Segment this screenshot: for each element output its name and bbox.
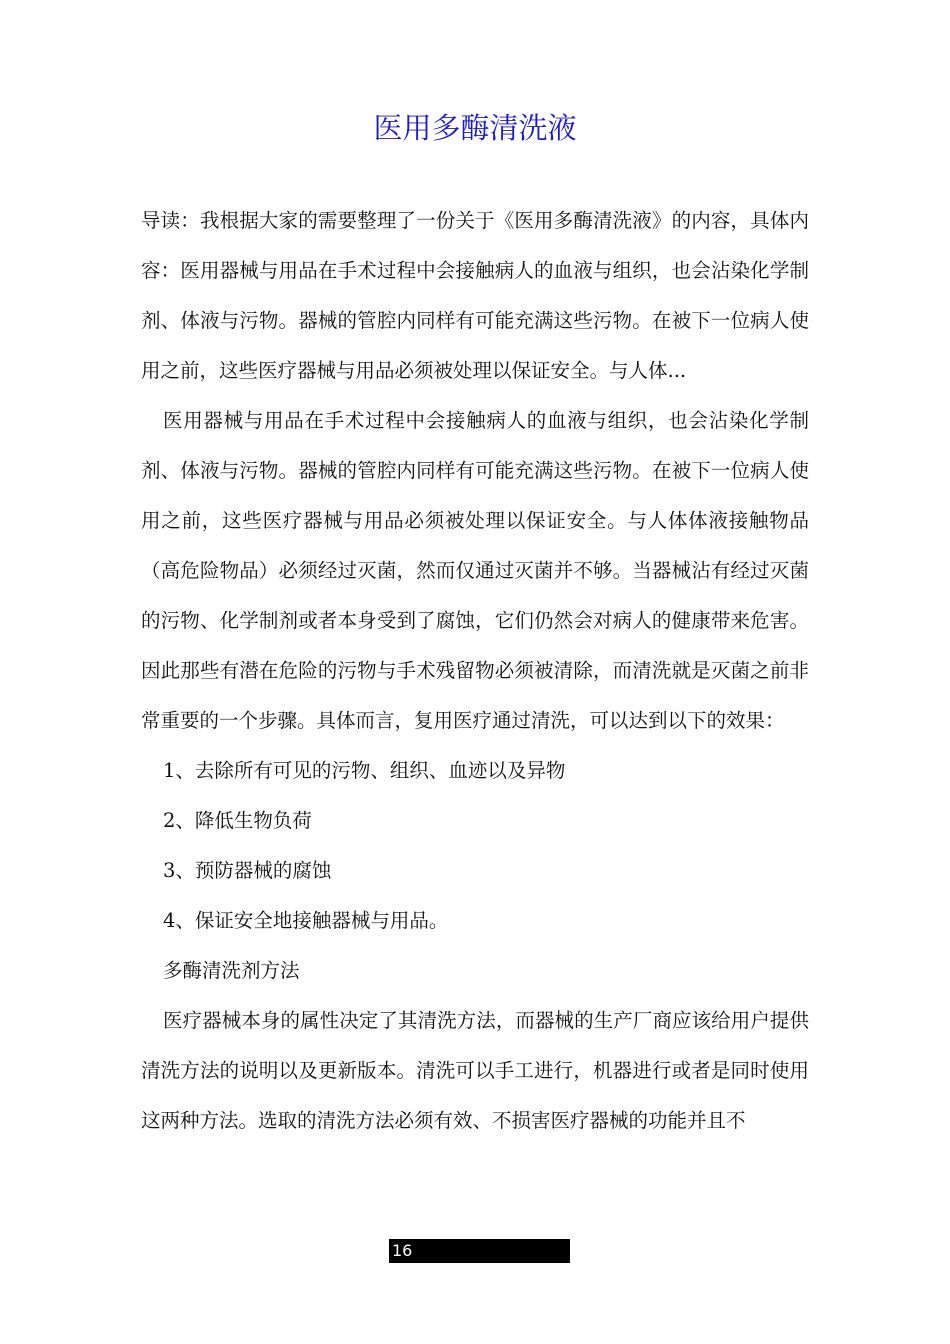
- intro-paragraph: 导读：我根据大家的需要整理了一份关于《医用多酶清洗液》的内容，具体内容：医用器械与用品在手术过程中会接触病人的血液与组织，也会沾染化学制剂、体液与污物。器械的管腔内同样有可能充满这些污物。在被下一位病人使用之前，这些医疗器械与用品必须被处理以保证安全。与人体...: [141, 209, 809, 382]
- section-heading: 多酶清洗剂方法: [163, 959, 300, 982]
- body-paragraph: 医疗器械本身的属性决定了其清洗方法，而器械的生产厂商应该给用户提供清洗方法的说明以及更新版本。清洗可以手工进行，机器进行或者是同时使用这两种方法。选取的清洗方法必须有效、不损害医疗器械的功能并且不: [141, 1009, 809, 1132]
- document-body: [141, 196, 809, 1146]
- page-number: 16: [392, 1241, 413, 1260]
- document-title: 医用多酶清洗液: [373, 111, 577, 145]
- footer-bar: [389, 1239, 570, 1263]
- list-item: 1、去除所有可见的污物、组织、血迹以及异物: [163, 759, 566, 782]
- list-item: 2、降低生物负荷: [163, 809, 312, 832]
- body-paragraph: 医用器械与用品在手术过程中会接触病人的血液与组织，也会沾染化学制剂、体液与污物。器械的管腔内同样有可能充满这些污物。在被下一位病人使用之前，这些医疗器械与用品必须被处理以保证安全。与人体体液接触物品（高危险物品）必须经过灭菌，然而仅通过灭菌并不够。当器械沾有经过灭菌的污物、化学制剂或者本身受到了腐蚀，它们仍然会对病人的健康带来危害。因此那些有潜在危险的污物与手术残留物必须被清除，而清洗就是灭菌之前非常重要的一个步骤。具体而言，复用医疗通过清洗，可以达到以下的效果：: [141, 409, 809, 732]
- list-item: 4、保证安全地接触器械与用品。: [163, 909, 449, 932]
- list-item: 3、预防器械的腐蚀: [163, 859, 332, 882]
